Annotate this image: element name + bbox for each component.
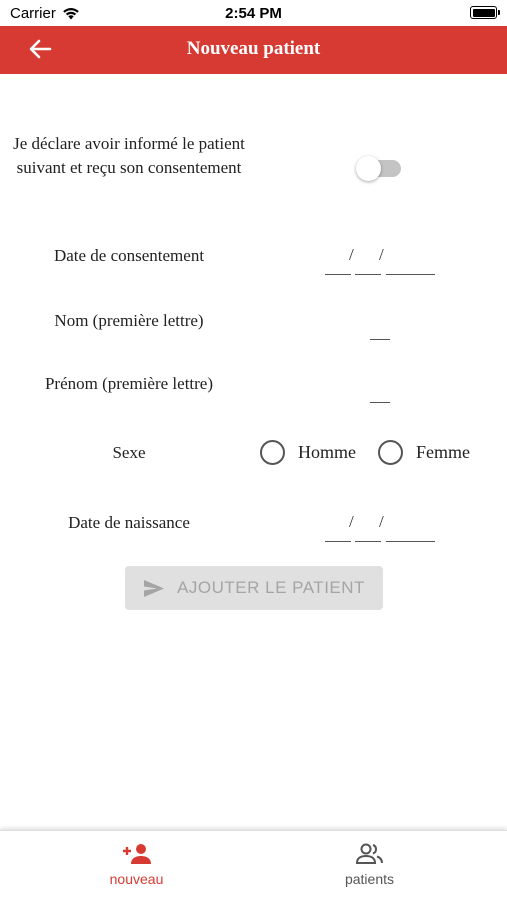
people-icon: [355, 843, 385, 865]
radio-homme[interactable]: [260, 440, 356, 465]
consent-date-day-field[interactable]: [325, 274, 351, 275]
radio-circle-icon: [378, 440, 403, 465]
page-title: Nouveau patient: [186, 38, 321, 59]
date-separator: /: [379, 245, 384, 264]
birth-date-day-field[interactable]: [325, 541, 351, 542]
add-patient-button[interactable]: [125, 566, 383, 610]
consent-label: Je déclare avoir informé le patient suivant et reçu son consentement: [13, 134, 245, 177]
nom-label: Nom (première lettre): [54, 311, 204, 330]
tab-patients-label: patients: [344, 871, 395, 887]
birth-date-month-field[interactable]: [355, 541, 381, 542]
radio-femme[interactable]: [378, 440, 470, 465]
sexe-radio-group: [260, 440, 492, 465]
carrier-label: Carrier: [10, 5, 56, 22]
status-time: 2:54 PM: [225, 5, 282, 22]
consent-date-label: Date de consentement: [53, 246, 205, 265]
send-icon: [143, 579, 165, 598]
date-separator: /: [349, 512, 354, 531]
tab-patients[interactable]: [243, 831, 496, 900]
add-patient-label: AJOUTER LE PATIENT: [177, 578, 365, 597]
battery-icon: [470, 6, 497, 19]
sexe-label: Sexe: [112, 443, 146, 462]
tab-nouveau[interactable]: [10, 831, 263, 900]
status-bar: [0, 0, 507, 26]
prenom-label: Prénom (première lettre): [44, 374, 214, 393]
consent-date-month-field[interactable]: [355, 274, 381, 275]
date-separator: /: [379, 512, 384, 531]
birth-date-label: Date de naissance: [68, 513, 190, 532]
prenom-initial-field[interactable]: [370, 402, 390, 403]
consent-date-input: [325, 245, 437, 275]
tab-nouveau-label: nouveau: [109, 871, 164, 887]
toggle-knob: [356, 156, 381, 181]
birth-date-input: [325, 512, 437, 542]
date-separator: /: [349, 245, 354, 264]
radio-femme-label: Femme: [416, 442, 470, 462]
consent-toggle[interactable]: [358, 160, 401, 177]
app-header: [0, 26, 507, 74]
bottom-tab-bar: [0, 830, 507, 900]
birth-date-year-field[interactable]: [386, 541, 435, 542]
consent-date-year-field[interactable]: [386, 274, 435, 275]
radio-circle-icon: [260, 440, 285, 465]
person-add-icon: [122, 843, 152, 865]
nom-initial-field[interactable]: [370, 339, 390, 340]
radio-homme-label: Homme: [298, 442, 356, 462]
